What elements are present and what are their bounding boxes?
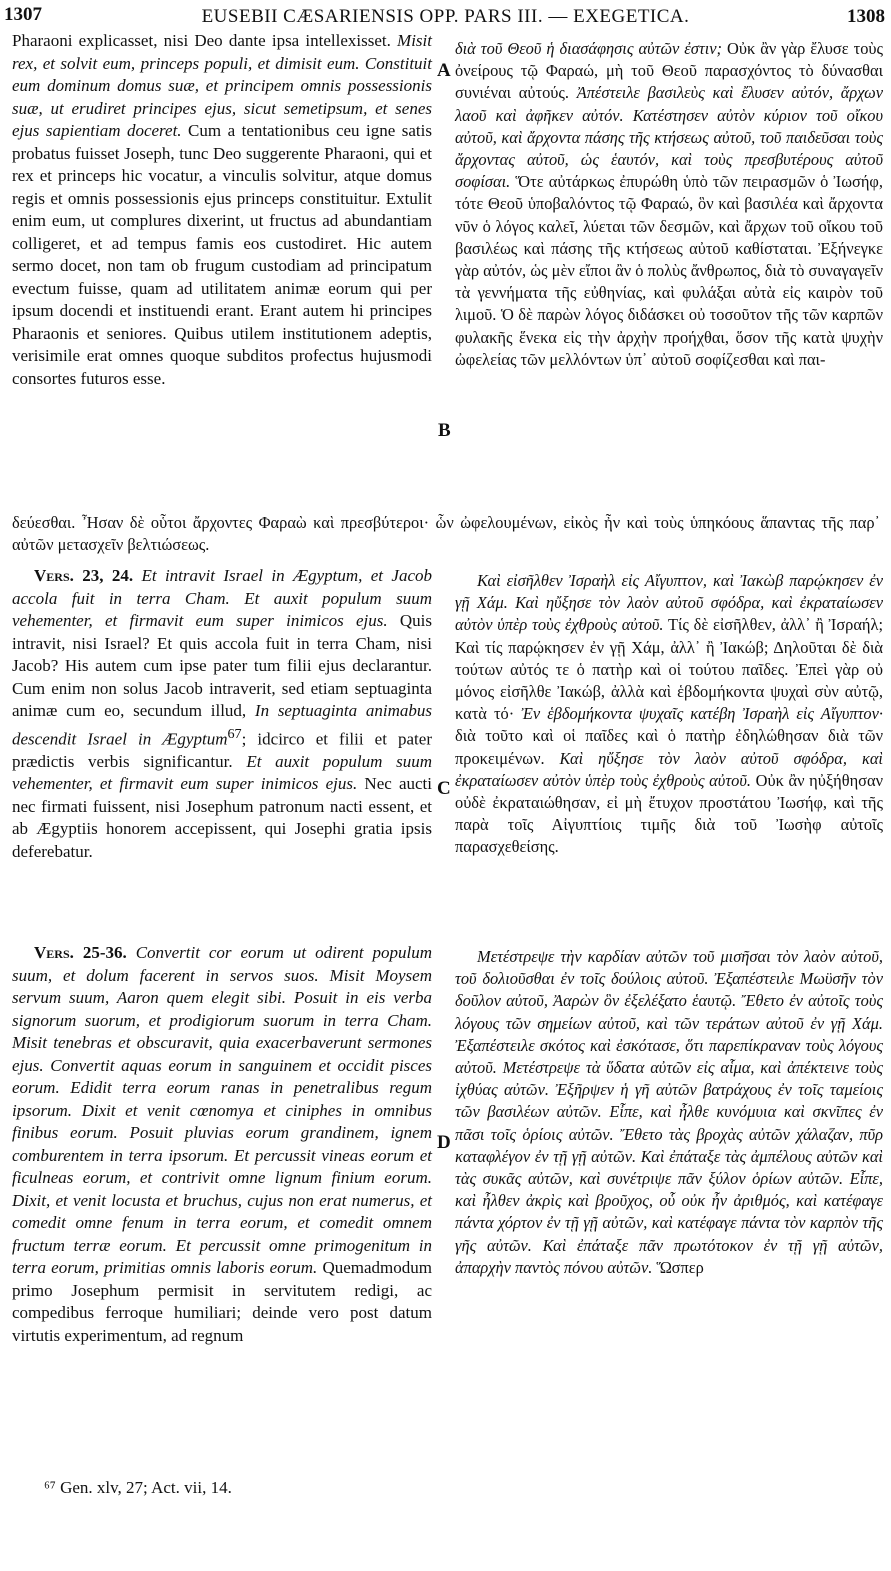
greek-text: Οὐκ ἂν γὰρ ἔλυσε τοὺς ὀνείρους τῷ Φαραώ, μὴ τοῦ Θεοῦ παρασχόντος τὸ δύνασθαι συνιέναι αὐτούς.: [455, 39, 884, 103]
latin-text: Quemadmodum primo Josephum permisit in servitutem redigi, ac compedibus ferroque humiliari; deinde vero post datum virtutis experimentum, ad regnum: [12, 1258, 432, 1345]
greek-scripture: Καὶ εἰσῆλθεν Ἰσραὴλ εἰς Αἴγυπτον, καὶ Ἰακὼβ παρῴκησεν ἐν γῇ Χάμ. Καὶ ηὔξησε τὸν λαὸν αὐτοῦ σφόδρα, καὶ ἐκραταίωσεν αὐτὸν ὑπὲρ τοὺς ἐχθροὺς αὐτοῦ.: [455, 571, 883, 635]
verse-reference: Vers. 23, 24.: [34, 566, 134, 585]
latin-block-2: [12, 565, 432, 863]
page-number-left: 1307: [4, 4, 42, 25]
latin-scripture: In septuaginta animabus descendit Israel in Ægyptum: [12, 701, 432, 749]
latin-scripture: Convertit cor eorum ut odirent populum suum, et dolum facerent in servos suos. Misit Moysem servum suum, Aaron quem elegit sibi. Posuit in eis verba signorum suorum, et prodigiorum suorum in terra Cham. Misit tenebras et obscuravit, quia exacerbaverunt sermones ejus. Convertit aquas eorum in sanguinem et occidit pisces eorum. Edidit terra eorum ranas in penetralibus regum ipsorum. Dixit et venit cœnomya et ciniphes in omnibus finibus eorum. Posuit pluvias eorum grandinem, ignem comburentem in terra ipsorum. Et percussit vineas eorum et ficulneas eorum, et contrivit omne lignum finium eorum. Dixit, et venit locusta et bruchus, cujus non erat numerus, et comedit omne fenum in terra eorum, et comedit omnem fructum terræ eorum. Et percussit omne primogenitum in terra eorum, primitias omnis laboris eorum.: [12, 943, 432, 1277]
latin-text: Cum a tentationibus ceu igne satis probatus fuisset Joseph, tunc Deo suggerente Pharaoni, qui et rex et princeps hic vocatur, a vinculis solvitur, atque domus regis et omnis possessionis ejus princeps constituitur. Extulit enim eum, ut complures dixerint, ut fructus ad abundantiam colligeret, et ad tempus famis eos custodiret. Hic autem sermo docet, non tam ob frugum custodiam ad principatum evectum fuisse, quam ad utilitatem animæ eorum qui per ipsum docendi et instituendi erant. Erant autem hi principes Pharaonis et seniores. Quibus utilem institutionem adeptis, verisimile erat omnes quoque subditos profectus hujusmodi consortes futuros esse.: [12, 121, 432, 388]
greek-block-1: [455, 38, 883, 371]
running-title: EUSEBII CÆSARIENSIS OPP. PARS III. — EXEGETICA.: [201, 6, 690, 27]
latin-scripture: Et auxit populum suum vehementer, et firmavit eum super inimicos ejus.: [12, 751, 432, 794]
greek-scripture: Ἀπέστειλε βασιλεὺς καὶ ἔλυσεν αὐτόν, ἄρχων λαοῦ καὶ ἀφῆκεν αὐτόν. Κατέστησεν αὐτὸν κύριον τοῦ οἴκου αὐτοῦ, καὶ ἄρχοντα πάσης τῆς κτήσεως αὐτοῦ, τοῦ παιδεῦσαι τοὺς ἄρχοντας αὐτοῦ, ὡς ἑαυτόν, καὶ τοὺς πρεσβυτέρους αὐτοῦ σοφίσαι.: [455, 83, 883, 192]
footnote-marker: 67: [227, 725, 242, 742]
latin-scripture: Et intravit Israel in Ægyptum, et Jacob accola fuit in terra Cham. Et auxit populum suum vehementer, et firmavit eum super inimicos ejus.: [12, 566, 432, 630]
latin-text: Pharaoni explicasset, nisi Deo dante ipsa intellexisset.: [12, 31, 398, 50]
greek-text: διὰ τοῦτο καὶ οἱ παῖδες καὶ ὁ πατὴρ ἐδηλώθησαν διὰ τῶν προκειμένων.: [455, 726, 883, 768]
latin-text: Quis intravit, nisi Israel? Et quis accola fuit in terra Cham, nisi Jacob? His autem cum ipse pater tum filii ejus declarantur. Cum enim non solus Jacob intraverit, sed etiam septuaginta animæ cum eo, secundum illud,: [12, 611, 432, 720]
greek-text: Ὥσπερ: [652, 1257, 704, 1277]
greek-block-3: [455, 946, 883, 1279]
greek-text: Οὐκ ἂν ηὐξήθησαν οὐδὲ ἐκραταιώθησαν, εἰ μὴ ἔτυχον προστάτου Ἰωσήφ, καὶ τῆς παρὰ τοῖς Αἰγυπτίοις τιμῆς διὰ τοῦ Ἰωσὴφ αὐτοῖς παρασχεθείσης.: [455, 770, 883, 857]
latin-scripture: Misit rex, et solvit eum, princeps populi, et dimisit eum. Constituit eum dominum domus suæ, et principem omnis possessionis suæ, ut erudiret principes ejus, sicut semetipsum, et senes ejus sapientiam doceret.: [12, 31, 432, 140]
greek-scripture: Ἐν ἑβδομήκοντα ψυχαῖς κατέβη Ἰσραὴλ εἰς Αἴγυπτον·: [521, 704, 883, 724]
greek-scripture: Καὶ ηὔξησε τὸν λαὸν αὐτοῦ σφόδρα, καὶ ἐκραταίωσεν αὐτὸν ὑπὲρ τοὺς ἐχθροὺς αὐτοῦ.: [455, 748, 883, 790]
greek-scripture: Μετέστρεψε τὴν καρδίαν αὐτῶν τοῦ μισῆσαι τὸν λαὸν αὐτοῦ, τοῦ δολιοῦσθαι ἐν τοῖς δούλοις αὐτοῦ. Ἐξαπέστειλε Μωϋσῆν τὸν δοῦλον αὐτοῦ, Ἀαρὼν ὃν ἐξελέξατο ἑαυτῷ. Ἔθετο ἐν αὐτοῖς τοὺς λόγους τῶν σημείων αὐτοῦ, καὶ τῶν τεράτων αὐτοῦ ἐν γῇ Χάμ. Ἐξαπέστειλε σκότος καὶ ἐσκότασε, ὅτι παρεπίκραναν τοὺς λόγους αὐτοῦ. Μετέστρεψε τὰ ὕδατα αὐτῶν εἰς αἷμα, καὶ ἀπέκτεινε τοὺς ἰχθύας αὐτῶν. Ἐξῆρψεν ἡ γῆ αὐτῶν βατράχους ἐν τοῖς ταμείοις τῶν βασιλέων αὐτῶν. Εἶπε, καὶ ἦλθε κυνόμυια καὶ σκνῖπες ἐν πᾶσι τοῖς ὁρίοις αὐτῶν. Ἔθετο τὰς βροχὰς αὐτῶν χάλαζαν, πῦρ καταφλέγον ἐν τῇ γῇ αὐτῶν. Καὶ ἐπάταξε τὰς ἀμπέλους αὐτῶν καὶ τὰς συκᾶς αὐτῶν, καὶ συνέτριψε πᾶν ξύλον ὁρίων αὐτῶν. Εἶπε, καὶ ἦλθεν ἀκρὶς καὶ βροῦχος, οὗ οὐκ ἦν ἀριθμός, καὶ κατέφαγε πάντα χόρτον ἐν τῇ γῇ αὐτῶν, καὶ κατέφαγε πάντα τὸν καρπὸν τῆς γῆς αὐτῶν. Καὶ ἐπάταξε πᾶν πρωτότοκον ἐν τῇ γῇ αὐτῶν, ἀπαρχὴν παντὸς πόνου αὐτῶν.: [455, 947, 883, 1277]
margin-letter-a: A: [437, 60, 451, 81]
greek-continuation: [12, 512, 880, 556]
verse-reference: Vers. 25-36.: [34, 943, 127, 962]
latin-block-3: [12, 942, 432, 1347]
greek-block-2: [455, 570, 883, 859]
latin-text: Nec aucti nec firmati fuissent, nisi Josephum patronum nacti essent, et ab Ægyptiis honorem accepissent, qui Josephi gratia ipsis deferebatur.: [12, 774, 432, 861]
latin-block-1: [12, 30, 432, 390]
margin-letter-d: D: [437, 1132, 451, 1153]
page-number-right: 1308: [847, 6, 885, 27]
greek-text: Τίς δὲ εἰσῆλθεν, ἀλλ᾽ ἢ Ἰσραήλ; Καὶ τίς παρῴκησεν ἐν γῇ Χάμ, ἀλλ᾽ ἢ Ἰακώβ; Δηλοῦται δὲ διὰ τούτων αὐτός τε ὁ πατὴρ καὶ οἱ τούτου παῖδες. Ἐπεὶ γὰρ οὐ μόνος εἰσῆλθε Ἰακώβ, ἀλλὰ καὶ ἑβδομήκοντα ψυχαὶ σὺν αὐτῷ, κατὰ τό·: [455, 615, 883, 724]
margin-letter-b: B: [438, 420, 451, 441]
greek-text: δεύεσθαι. Ἦσαν δὲ οὗτοι ἄρχοντες Φαραὼ καὶ πρεσβύτεροι· ὧν ὠφελουμένων, εἰκὸς ἦν καὶ τοὺς ὑπηκόους ἅπαντας τῆς παρ᾽ αὐτῶν μετασχεῖν βελτιώσεως.: [12, 513, 880, 555]
margin-letter-c: C: [437, 778, 451, 799]
greek-scripture: διὰ τοῦ Θεοῦ ἡ διασάφησις αὐτῶν ἐστιν;: [455, 39, 723, 58]
footnote: ⁶⁷ Gen. xlv, 27; Act. vii, 14.: [44, 1478, 232, 1497]
greek-text: Ὅτε αὐτάρκως ἐπυρώθη ὑπὸ τῶν πειρασμῶν ὁ Ἰωσήφ, τότε Θεοῦ ὑποβαλόντος τῷ Φαραώ, ὃν καὶ βασιλέα καὶ ἄρχοντα νῦν ὁ λόγος καλεῖ, λύεται τῶν δεσμῶν, καὶ ἄρχων τοῦ οἴκου τοῦ βασιλέως καὶ πάσης τῆς κτήσεως αὐτοῦ καθίσταται. Ἐξήνεγκε γὰρ αὐτόν, ὡς μὲν εἴποι ἂν ὁ πολὺς ἄνθρωπος, διὰ τὸ συναγαγεῖν τὰ γεννήματα τῆς εὐθηνίας, καὶ φυλάξαι αὐτὰ εἰς καιρὸν τοῦ λιμοῦ. Ὁ δὲ παρὼν λόγος διδάσκει οὐ τοσοῦτον τῆς τῶν καρπῶν φυλακῆς ἕνεκα εἰς τὴν ἀρχὴν προήχθαι, ὅσον τῆς κατὰ ψυχὴν ὠφελείας τῶν μελλόντων ὑπ᾽ αὐτοῦ σοφίζεσθαι καὶ παι-: [455, 172, 883, 369]
latin-text: ; idcirco et filii et pater prædictis verbis significantur.: [12, 729, 432, 771]
